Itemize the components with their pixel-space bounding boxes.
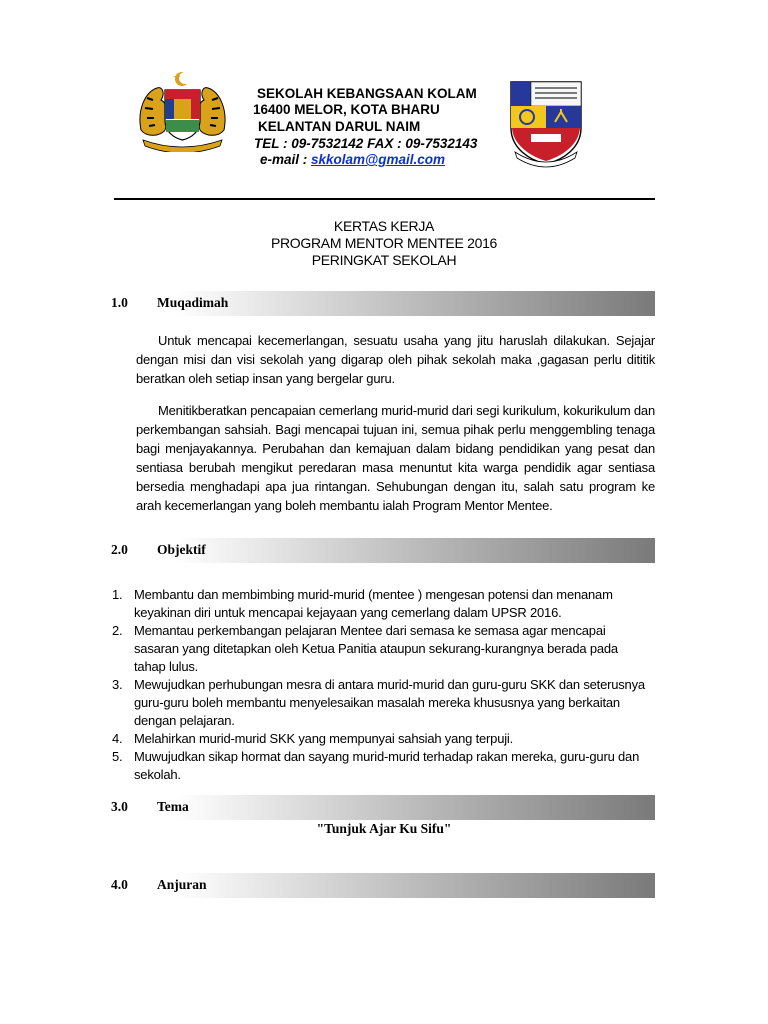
email-label: e-mail : [260, 152, 312, 167]
section-label: Anjuran [157, 877, 207, 892]
item-number: 3. [112, 677, 123, 692]
section-label: Objektif [157, 542, 206, 557]
school-email-line [260, 152, 445, 168]
section-header-objektif [111, 538, 655, 563]
malaysia-coat-of-arms-logo [135, 70, 230, 152]
section-header-anjuran [111, 873, 655, 898]
school-address-line2: KELANTAN DARUL NAIM [258, 119, 421, 134]
section-number: 2.0 [111, 542, 128, 557]
item-text: Muwujudkan sikap hormat dan sayang murid-murid terhadap rakan mereka, guru-guru dan sekolah. [134, 749, 640, 782]
school-phone-fax: TEL : 09-7532142 FAX : 09-7532143 [254, 136, 478, 151]
objectives-list [112, 586, 652, 784]
item-text: Mewujudkan perhubungan mesra di antara murid-murid dan guru-guru SKK dan seterusnya guru-guru boleh membantu menyelesaikan masalah mereka khususnya yang berkaitan dengan pelajaran. [134, 677, 645, 728]
document-title-line3: PERINGKAT SEKOLAH [311, 252, 457, 268]
section-label: Tema [157, 799, 189, 814]
section-number: 1.0 [111, 295, 128, 310]
list-item [112, 748, 652, 784]
item-text: Membantu dan membimbing murid-murid (mentee ) mengesan potensi dan menanam keyakinan diri untuk mencapai kejayaan yang cemerlang dalam UPSR 2016. [134, 587, 613, 620]
item-text: Melahirkan murid-murid SKK yang mempunyai sahsiah yang terpuji. [134, 731, 514, 746]
list-item [112, 586, 652, 622]
muqadimah-paragraph-2: Menitikberatkan pencapaian cemerlang murid-murid dari segi kurikulum, kokurikulum dan perkembangan sahsiah. Bagi mencapai tujuan ini, semua pihak perlu menggembling tenaga bagi menjayakannya. Perubahan dan kemajuan dalam bidang pendidikan yang pesat dan sentiasa berubah mengikut peredaran masa menuntut kita warga pendidik agar sentiasa bersedia menghadapi apa jua rintangan. Sehubungan dengan itu, salah satu program ke arah kecemerlangan yang boleh membantu ialah Program Mentor Mentee. [136, 403, 655, 513]
list-item [112, 730, 652, 748]
list-item [112, 622, 652, 676]
email-link[interactable]: skkolam@gmail.com [311, 152, 445, 167]
school-address-line1: 16400 MELOR, KOTA BHARU [253, 102, 440, 117]
document-title-line2: PROGRAM MENTOR MENTEE 2016 [270, 235, 498, 251]
tema-text: "Tunjuk Ajar Ku Sifu" [316, 821, 452, 836]
item-text: Memantau perkembangan pelajaran Mentee dari semasa ke semasa agar mencapai sasaran yang ditetapkan oleh Ketua Panitia ataupun sekurang-kurangnya berada pada tahap lulus. [134, 623, 618, 674]
section-number: 3.0 [111, 799, 128, 814]
item-number: 2. [112, 623, 123, 638]
school-badge-logo [505, 78, 587, 168]
muqadimah-paragraph-1: Untuk mencapai kecemerlangan, sesuatu usaha yang jitu haruslah dilakukan. Sejajar dengan misi dan visi sekolah yang digarap oleh pihak sekolah maka ,gagasan perlu dititik beratkan oleh setiap insan yang bergelar guru. [136, 333, 655, 386]
item-number: 1. [112, 587, 123, 602]
section-label: Muqadimah [157, 295, 229, 310]
section-header-tema [111, 795, 655, 820]
document-title-line1: KERTAS KERJA [333, 218, 435, 234]
list-item [112, 676, 652, 730]
header-divider [114, 198, 655, 200]
section-number: 4.0 [111, 877, 128, 892]
section-header-muqadimah [111, 291, 655, 316]
item-number: 5. [112, 749, 123, 764]
school-name: SEKOLAH KEBANGSAAN KOLAM [257, 86, 477, 101]
item-number: 4. [112, 731, 123, 746]
